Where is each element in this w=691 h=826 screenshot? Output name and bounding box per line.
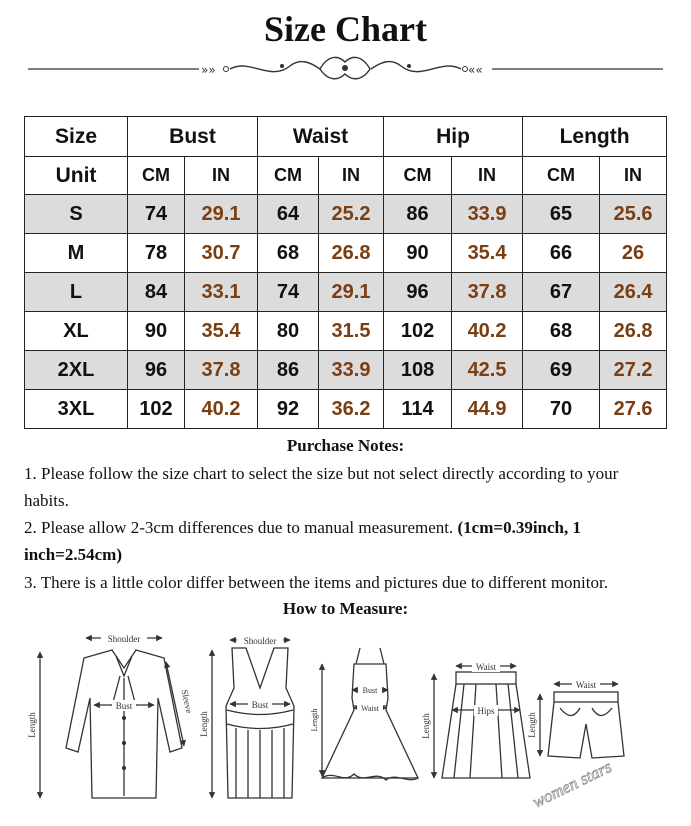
value-cell: 102	[384, 312, 452, 351]
value-cell: 74	[128, 195, 185, 234]
header-bust: Bust	[128, 117, 258, 157]
note-2-conversion: (1cm=0.39inch, 1 inch=2.54cm)	[24, 518, 581, 564]
value-cell: 40.2	[185, 390, 258, 429]
label-shoulder: Shoulder	[107, 634, 141, 644]
value-cell: 64	[258, 195, 319, 234]
value-cell: 36.2	[319, 390, 384, 429]
unit-cell: IN	[600, 157, 667, 195]
value-cell: 74	[258, 273, 319, 312]
shorts-diagram	[540, 684, 624, 758]
table-row	[25, 273, 667, 312]
value-cell: 68	[258, 234, 319, 273]
value-cell: 96	[384, 273, 452, 312]
value-cell: 33.9	[319, 351, 384, 390]
label-length: Length	[421, 713, 431, 739]
unit-cell: IN	[452, 157, 523, 195]
note-2	[24, 514, 664, 568]
blouse-diagram	[40, 638, 184, 798]
size-cell: S	[25, 195, 128, 234]
value-cell: 108	[384, 351, 452, 390]
unit-cell: CM	[258, 157, 319, 195]
value-cell: 90	[128, 312, 185, 351]
value-cell: 40.2	[452, 312, 523, 351]
value-cell: 66	[523, 234, 600, 273]
how-to-measure-title: How to Measure:	[282, 599, 409, 618]
value-cell: 26.8	[319, 234, 384, 273]
value-cell: 30.7	[185, 234, 258, 273]
table-row	[25, 312, 667, 351]
value-cell: 90	[384, 234, 452, 273]
unit-label: Unit	[25, 157, 128, 195]
label-bust: Bust	[362, 686, 378, 695]
measurement-diagrams	[24, 628, 669, 820]
value-cell: 26.8	[600, 312, 667, 351]
value-cell: 37.8	[185, 351, 258, 390]
label-sleeve: Sleeve	[179, 688, 195, 715]
table-unit-row	[25, 157, 667, 195]
value-cell: 25.2	[319, 195, 384, 234]
watermark-text: women stars	[529, 757, 615, 812]
unit-cell: CM	[384, 157, 452, 195]
value-cell: 65	[523, 195, 600, 234]
size-cell: 2XL	[25, 351, 128, 390]
header-length: Length	[523, 117, 667, 157]
label-length: Length	[27, 712, 37, 738]
label-waist: Waist	[575, 680, 597, 690]
title-ornament	[24, 50, 667, 90]
header-hip: Hip	[384, 117, 523, 157]
page-title: Size Chart	[264, 9, 427, 49]
note-1: 1. Please follow the size chart to select the size but not select directly according to your habits.	[24, 464, 619, 510]
value-cell: 44.9	[452, 390, 523, 429]
value-cell: 84	[128, 273, 185, 312]
size-cell: M	[25, 234, 128, 273]
value-cell: 69	[523, 351, 600, 390]
label-waist: Waist	[360, 704, 380, 713]
size-chart-table	[24, 116, 667, 429]
header-waist: Waist	[258, 117, 384, 157]
dress-diagram	[322, 648, 418, 780]
purchase-notes-title: Purchase Notes:	[286, 436, 405, 455]
table-row	[25, 195, 667, 234]
skirt-diagram	[434, 666, 530, 778]
unit-cell: CM	[523, 157, 600, 195]
table-header-row	[25, 117, 667, 157]
value-cell: 27.2	[600, 351, 667, 390]
value-cell: 26.4	[600, 273, 667, 312]
value-cell: 26	[600, 234, 667, 273]
value-cell: 33.9	[452, 195, 523, 234]
note-2-text: 2. Please allow 2-3cm differences due to manual measurement.	[24, 518, 458, 537]
value-cell: 35.4	[185, 312, 258, 351]
value-cell: 67	[523, 273, 600, 312]
value-cell: 68	[523, 312, 600, 351]
unit-cell: CM	[128, 157, 185, 195]
camisole-diagram	[212, 640, 294, 798]
svg-text:»»: »»	[201, 63, 216, 77]
unit-cell: IN	[185, 157, 258, 195]
value-cell: 29.1	[319, 273, 384, 312]
value-cell: 86	[384, 195, 452, 234]
value-cell: 33.1	[185, 273, 258, 312]
value-cell: 35.4	[452, 234, 523, 273]
size-cell: 3XL	[25, 390, 128, 429]
value-cell: 92	[258, 390, 319, 429]
label-length: Length	[199, 711, 209, 737]
unit-cell: IN	[319, 157, 384, 195]
svg-text:««: ««	[468, 63, 483, 77]
value-cell: 80	[258, 312, 319, 351]
value-cell: 29.1	[185, 195, 258, 234]
value-cell: 42.5	[452, 351, 523, 390]
table-row	[25, 234, 667, 273]
value-cell: 31.5	[319, 312, 384, 351]
value-cell: 114	[384, 390, 452, 429]
size-cell: XL	[25, 312, 128, 351]
note-3: 3. There is a little color differ between the items and pictures due to different monitor.	[24, 573, 608, 592]
label-length: Length	[527, 712, 537, 738]
value-cell: 102	[128, 390, 185, 429]
value-cell: 27.6	[600, 390, 667, 429]
label-bust: Bust	[115, 701, 133, 711]
value-cell: 70	[523, 390, 600, 429]
value-cell: 96	[128, 351, 185, 390]
value-cell: 37.8	[452, 273, 523, 312]
label-length: Length	[310, 708, 319, 732]
header-size: Size	[25, 117, 128, 157]
value-cell: 78	[128, 234, 185, 273]
table-row	[25, 390, 667, 429]
value-cell: 86	[258, 351, 319, 390]
label-waist: Waist	[475, 662, 497, 672]
table-row	[25, 351, 667, 390]
label-bust: Bust	[251, 700, 269, 710]
size-cell: L	[25, 273, 128, 312]
label-shoulder: Shoulder	[243, 636, 277, 646]
value-cell: 25.6	[600, 195, 667, 234]
label-hips: Hips	[477, 706, 495, 716]
